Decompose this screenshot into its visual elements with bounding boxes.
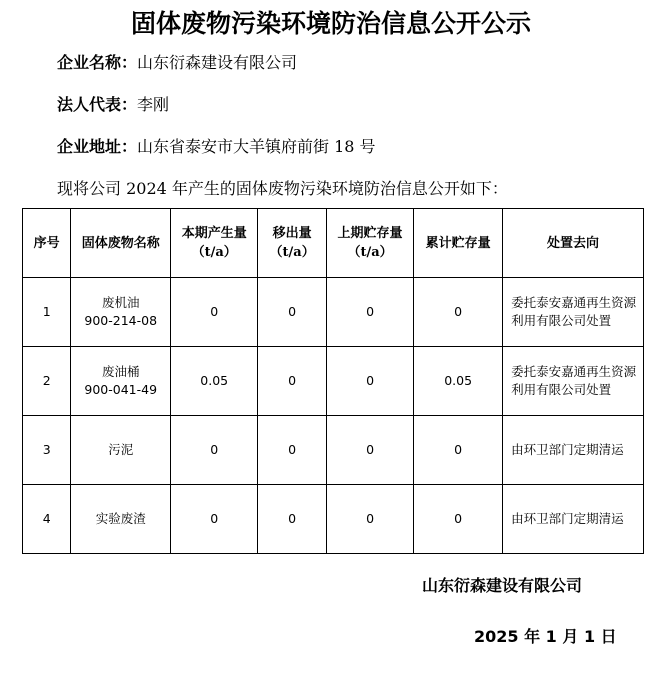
- cell-name: 废油桶 900-041-49: [71, 347, 171, 416]
- cell-prev-stored: 0: [326, 347, 413, 416]
- address-line: [57, 134, 376, 157]
- cell-seq: 4: [23, 485, 71, 554]
- cell-seq: 1: [23, 278, 71, 347]
- company-name-label: 企业名称：: [57, 53, 138, 72]
- cell-accumulated: 0: [414, 485, 503, 554]
- header-disposal: 处置去向: [503, 209, 644, 278]
- address-label: 企业地址：: [57, 137, 138, 156]
- table-row: [23, 485, 644, 554]
- cell-accumulated: 0.05: [414, 347, 503, 416]
- cell-prev-stored: 0: [326, 416, 413, 485]
- cell-prev-stored: 0: [326, 485, 413, 554]
- address-value: 山东省泰安市大羊镇府前街 18 号: [137, 137, 376, 156]
- table-header-row: [23, 209, 644, 278]
- legal-rep-line: [57, 92, 169, 115]
- cell-generated: 0: [171, 416, 258, 485]
- header-generated: 本期产生量 （t/a）: [171, 209, 258, 278]
- cell-generated: 0: [171, 278, 258, 347]
- footer-date: 2025 年 1 月 1 日: [474, 627, 617, 646]
- header-accumulated: 累计贮存量: [414, 209, 503, 278]
- cell-generated: 0.05: [171, 347, 258, 416]
- cell-generated: 0: [171, 485, 258, 554]
- footer-company: 山东衍森建设有限公司: [422, 576, 583, 595]
- waste-table: [22, 208, 644, 554]
- cell-disposal: 由环卫部门定期清运: [503, 416, 644, 485]
- table-row: [23, 278, 644, 347]
- cell-seq: 3: [23, 416, 71, 485]
- intro-text: 现将公司 2024 年产生的固体废物污染环境防治信息公开如下：: [57, 179, 508, 198]
- cell-disposal: 委托泰安嘉通再生资源利用有限公司处置: [503, 278, 644, 347]
- table-row: [23, 416, 644, 485]
- cell-removed: 0: [258, 416, 327, 485]
- company-name-value: 山东衍森建设有限公司: [137, 53, 298, 72]
- header-seq: 序号: [23, 209, 71, 278]
- legal-rep-label: 法人代表：: [57, 95, 138, 114]
- header-prev-stored: 上期贮存量 （t/a）: [326, 209, 413, 278]
- cell-accumulated: 0: [414, 278, 503, 347]
- header-removed: 移出量 （t/a）: [258, 209, 327, 278]
- cell-accumulated: 0: [414, 416, 503, 485]
- cell-disposal: 由环卫部门定期清运: [503, 485, 644, 554]
- table-row: [23, 347, 644, 416]
- cell-name: 污泥: [71, 416, 171, 485]
- company-name-line: [57, 50, 297, 73]
- document-title: 固体废物污染环境防治信息公开公示: [130, 9, 531, 38]
- header-name: 固体废物名称: [71, 209, 171, 278]
- cell-removed: 0: [258, 278, 327, 347]
- cell-seq: 2: [23, 347, 71, 416]
- cell-name: 实验废渣: [71, 485, 171, 554]
- cell-removed: 0: [258, 347, 327, 416]
- cell-prev-stored: 0: [326, 278, 413, 347]
- cell-disposal: 委托泰安嘉通再生资源利用有限公司处置: [503, 347, 644, 416]
- cell-name: 废机油 900-214-08: [71, 278, 171, 347]
- cell-removed: 0: [258, 485, 327, 554]
- legal-rep-value: 李刚: [137, 95, 170, 114]
